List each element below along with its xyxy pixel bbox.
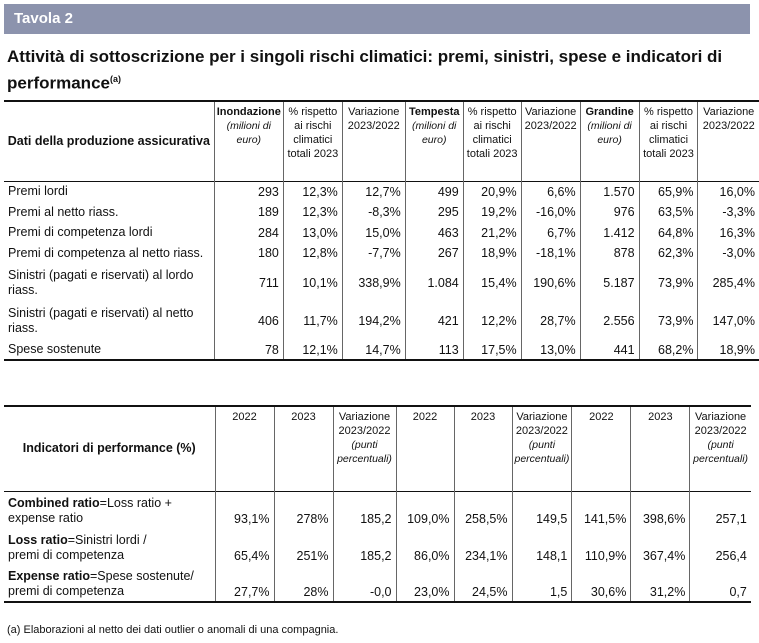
var-header: Variazione 2023/2022	[342, 101, 405, 181]
indicator-definition-cont: expense ratio	[8, 511, 84, 525]
indicator-label	[4, 528, 215, 565]
table-row	[4, 181, 759, 202]
indicator-label	[4, 491, 215, 528]
table-cell: 73,9%	[639, 264, 698, 302]
table-cell: 17,5%	[463, 340, 521, 361]
var-header: Variazione 2023/2022 (punti percentuali)	[333, 406, 396, 491]
table-cell: -16,0%	[521, 202, 580, 223]
table-cell: 2.556	[580, 302, 639, 340]
table-cell: 185,2	[333, 491, 396, 528]
table-cell: 27,7%	[215, 565, 274, 602]
table-cell: 16,0%	[719, 184, 755, 199]
table-cell: 6,7%	[521, 222, 580, 243]
table-cell: 16,3%	[719, 225, 755, 240]
table-cell: 0,7	[729, 585, 747, 599]
table-cell: 711	[214, 264, 283, 302]
table-row	[4, 528, 751, 565]
table-row	[4, 264, 759, 302]
table-cell: 13,0%	[283, 222, 342, 243]
row-label: Premi di competenza al netto riass.	[4, 243, 214, 264]
table-cell: 113	[405, 340, 463, 361]
table-cell: 62,3%	[639, 243, 698, 264]
table-cell: 499	[405, 181, 463, 202]
var-header: Variazione 2023/2022	[702, 106, 755, 132]
table-cell: 110,9%	[572, 528, 631, 565]
table-cell: 30,6%	[572, 565, 631, 602]
group-header: Grandine (milioni di euro)	[580, 101, 639, 181]
table-cell: 185,2	[333, 528, 396, 565]
table-cell: 258,5%	[454, 491, 512, 528]
group-header: Inondazione (milioni di euro)	[214, 101, 283, 181]
table-cell: -18,1%	[521, 243, 580, 264]
row-label: Spese sostenute	[4, 340, 214, 361]
table-cell: 257,1	[715, 512, 747, 526]
year-header: 2022	[396, 406, 454, 491]
table-cell: 463	[405, 222, 463, 243]
indicator-definition-cont: premi di competenza	[8, 548, 125, 562]
banner-label: Tavola 2	[14, 10, 73, 27]
table-cell: 23,0%	[396, 565, 454, 602]
table-cell: 285,4%	[712, 275, 755, 290]
title-footnote-mark: (a)	[109, 74, 121, 84]
table-cell: 293	[214, 181, 283, 202]
table-row	[4, 202, 759, 223]
table-row	[4, 243, 759, 264]
table-cell: 338,9%	[342, 264, 405, 302]
table-cell: 1.570	[580, 181, 639, 202]
table-cell: 12,3%	[283, 181, 342, 202]
table-cell: 441	[580, 340, 639, 361]
indicator-definition: =Loss ratio +	[99, 496, 172, 510]
table-cell: 31,2%	[631, 565, 690, 602]
table-cell: 13,0%	[521, 340, 580, 361]
table-cell: 21,2%	[463, 222, 521, 243]
table-cell: 18,9%	[463, 243, 521, 264]
table-cell: 86,0%	[396, 528, 454, 565]
year-header: 2022	[572, 406, 631, 491]
row-label: Sinistri (pagati e riservati) al lordo riass.	[4, 264, 214, 302]
table-cell: 15,4%	[463, 264, 521, 302]
table-cell: 73,9%	[639, 302, 698, 340]
table-cell: 28,7%	[521, 302, 580, 340]
var-header: Variazione 2023/2022 (punti percentuali)	[512, 406, 572, 491]
header-label: Dati della produzione assicurativa	[4, 101, 214, 181]
table-cell: 19,2%	[463, 202, 521, 223]
table-cell: 18,9%	[719, 342, 755, 357]
table-cell: 12,8%	[283, 243, 342, 264]
table-cell: -3,3%	[722, 205, 755, 220]
var-header: Variazione 2023/2022 (punti percentuali)	[693, 411, 749, 465]
production-data-table	[4, 100, 759, 361]
table-cell: 78	[214, 340, 283, 361]
table-cell: 278%	[274, 491, 333, 528]
table-cell: 12,2%	[463, 302, 521, 340]
page-title	[7, 46, 752, 95]
indicator-definition-cont: premi di competenza	[8, 584, 125, 598]
table-cell: 878	[580, 243, 639, 264]
row-label: Sinistri (pagati e riservati) al netto riass.	[4, 302, 214, 340]
table-cell: 406	[214, 302, 283, 340]
table-cell: 14,7%	[342, 340, 405, 361]
table-cell: 12,7%	[342, 181, 405, 202]
table-cell: 11,7%	[283, 302, 342, 340]
indicator-name: Loss ratio	[8, 533, 68, 547]
table-row	[4, 565, 751, 602]
table-cell: 251%	[274, 528, 333, 565]
table-cell: 1.412	[580, 222, 639, 243]
table-cell: 65,4%	[215, 528, 274, 565]
table-header-row	[4, 101, 759, 181]
table-cell: 421	[405, 302, 463, 340]
table-cell: 15,0%	[342, 222, 405, 243]
performance-table	[4, 405, 751, 603]
table-cell: 93,1%	[215, 491, 274, 528]
year-header: 2022	[215, 406, 274, 491]
year-header: 2023	[631, 406, 690, 491]
table-header-row	[4, 406, 751, 491]
table-cell: 147,0%	[712, 313, 755, 328]
row-label: Premi al netto riass.	[4, 202, 214, 223]
table-cell: 68,2%	[639, 340, 698, 361]
footnote: (a) Elaborazioni al netto dei dati outlier o anomali di una compagnia.	[7, 624, 339, 636]
table-cell: -3,0%	[722, 246, 755, 261]
table-cell: 976	[580, 202, 639, 223]
table-cell: 148,1	[512, 528, 572, 565]
indicator-definition: =Spese sostenute/	[89, 569, 194, 583]
group-header: Tempesta (milioni di euro)	[405, 101, 463, 181]
table-cell: -0,0	[333, 565, 396, 602]
year-header: 2023	[274, 406, 333, 491]
table-cell: 28%	[274, 565, 333, 602]
table-cell: 6,6%	[521, 181, 580, 202]
indicator-label	[4, 565, 215, 602]
row-label: Premi lordi	[4, 181, 214, 202]
table-cell: 234,1%	[454, 528, 512, 565]
table-cell: 64,8%	[639, 222, 698, 243]
title-text: Attività di sottoscrizione per i singoli rischi climatici: premi, sinistri, spese e indicatori di performance	[7, 47, 723, 93]
table-cell: 12,3%	[283, 202, 342, 223]
table-banner	[4, 4, 750, 34]
table-cell: 194,2%	[342, 302, 405, 340]
table-cell: 65,9%	[639, 181, 698, 202]
table-cell: 109,0%	[396, 491, 454, 528]
table-cell: -7,7%	[342, 243, 405, 264]
table-cell: 190,6%	[521, 264, 580, 302]
indicator-definition: =Sinistri lordi /	[67, 533, 147, 547]
row-label: Premi di competenza lordi	[4, 222, 214, 243]
table-cell: 256,4	[715, 549, 747, 563]
table-cell: 24,5%	[454, 565, 512, 602]
var-header: Variazione 2023/2022	[521, 101, 580, 181]
table-cell: 63,5%	[639, 202, 698, 223]
table-cell: 295	[405, 202, 463, 223]
table-cell: 284	[214, 222, 283, 243]
header-label: Indicatori di performance (%)	[4, 406, 215, 491]
table-cell: 267	[405, 243, 463, 264]
table-cell: -8,3%	[342, 202, 405, 223]
table-row	[4, 222, 759, 243]
pct-header: % rispetto ai rischi climatici totali 2023	[463, 101, 521, 181]
table-row	[4, 302, 759, 340]
table-cell: 189	[214, 202, 283, 223]
indicator-name: Expense ratio	[8, 569, 90, 583]
table-cell: 20,9%	[463, 181, 521, 202]
table-cell: 398,6%	[631, 491, 690, 528]
table-cell: 180	[214, 243, 283, 264]
table-cell: 12,1%	[283, 340, 342, 361]
table-cell: 1,5	[512, 565, 572, 602]
table-row	[4, 340, 759, 361]
table-cell: 149,5	[512, 491, 572, 528]
table-cell: 10,1%	[283, 264, 342, 302]
pct-header: % rispetto ai rischi climatici totali 2023	[283, 101, 342, 181]
indicator-name: Combined ratio	[8, 496, 100, 510]
table-cell: 1.084	[405, 264, 463, 302]
year-header: 2023	[454, 406, 512, 491]
pct-header: % rispetto ai rischi climatici totali 2023	[639, 101, 698, 181]
table-cell: 5.187	[580, 264, 639, 302]
table-cell: 367,4%	[631, 528, 690, 565]
table-cell: 141,5%	[572, 491, 631, 528]
table-row	[4, 491, 751, 528]
